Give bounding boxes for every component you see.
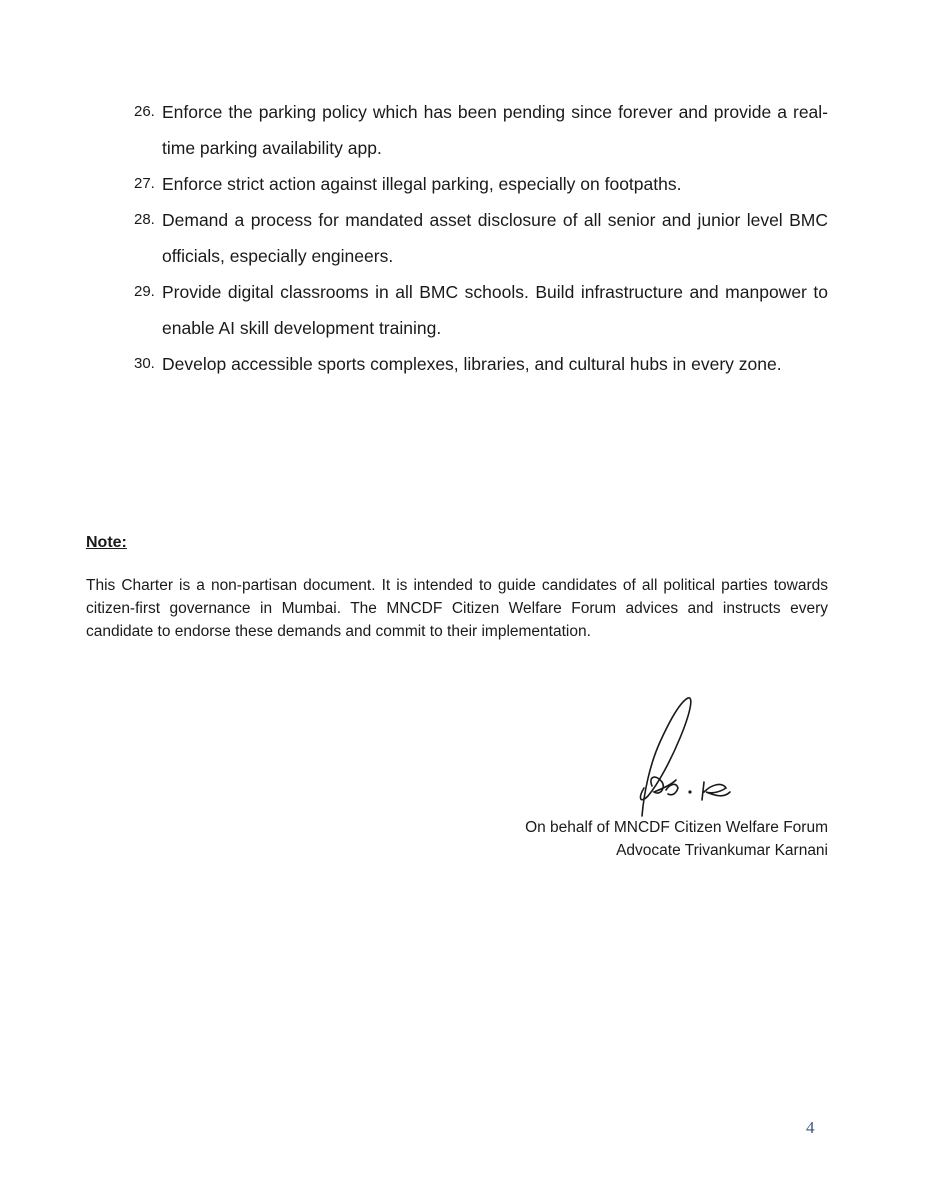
note-heading: Note: (86, 534, 127, 551)
item-text: Develop accessible sports complexes, libraries, and cultural hubs in every zone. (162, 354, 782, 374)
list-item (134, 202, 828, 274)
list-item (134, 166, 828, 202)
item-text: Enforce the parking policy which has been pending since forever and provide a real-time parking availability app. (162, 102, 828, 158)
signature-block (525, 816, 828, 862)
item-number: 29. (134, 283, 155, 300)
item-number: 28. (134, 211, 155, 228)
handwritten-signature (630, 692, 740, 822)
list-item (134, 274, 828, 346)
signatory-name: Advocate Trivankumar Karnani (616, 842, 828, 859)
list-item (134, 94, 828, 166)
on-behalf-line: On behalf of MNCDF Citizen Welfare Forum (525, 819, 828, 836)
page-number: 4 (806, 1118, 815, 1137)
list-item (134, 346, 828, 382)
note-section (86, 532, 828, 643)
item-number: 26. (134, 103, 155, 120)
demand-list (134, 94, 828, 382)
item-text: Demand a process for mandated asset disclosure of all senior and junior level BMC officials, especially engineers. (162, 210, 828, 266)
item-number: 30. (134, 355, 155, 372)
item-text: Enforce strict action against illegal parking, especially on footpaths. (162, 174, 682, 194)
item-text: Provide digital classrooms in all BMC schools. Build infrastructure and manpower to enable AI skill development training. (162, 282, 828, 338)
note-body: This Charter is a non-partisan document. It is intended to guide candidates of all political parties towards citizen-first governance in Mumbai. The MNCDF Citizen Welfare Forum advices and instructs every candidate to endorse these demands and commit to their implementation. (86, 577, 828, 640)
item-number: 27. (134, 175, 155, 192)
